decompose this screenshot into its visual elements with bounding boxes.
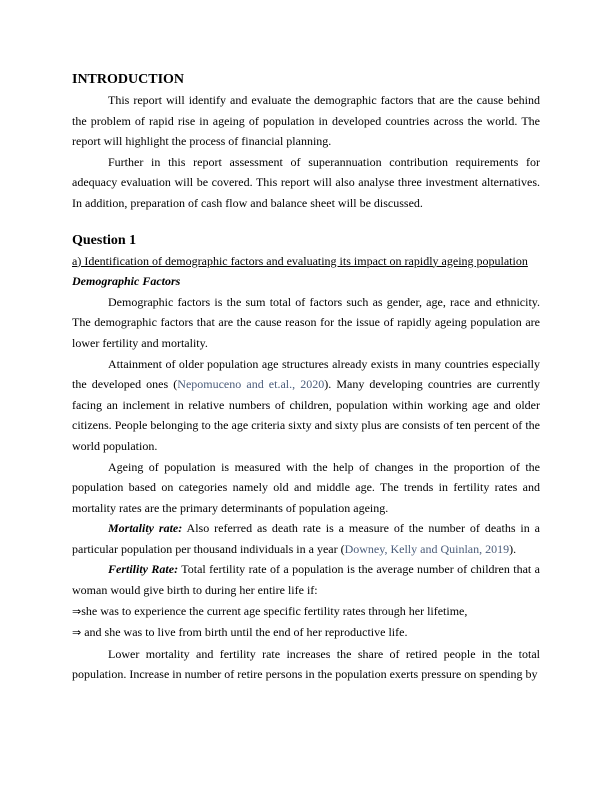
- mortality-text-after: ).: [509, 541, 517, 556]
- introduction-heading: INTRODUCTION: [72, 72, 185, 87]
- mortality-label: Mortality rate:: [108, 521, 183, 536]
- question-1-subheading: [72, 251, 540, 272]
- question-1-heading: Question 1: [72, 232, 137, 248]
- citation-nepomuceno: Nepomuceno and et.al., 2020: [177, 377, 325, 392]
- final-paragraph: Lower mortality and fertility rate increases the share of retired people in the total population. Increase in number of retire persons in the population exerts pressure on spending by: [72, 646, 540, 682]
- implies-arrow-icon: ⇒: [72, 604, 82, 618]
- demographic-paragraph-2: [72, 354, 540, 457]
- bullet-item-1: [72, 601, 540, 623]
- demographic-paragraph-3: Ageing of population is measured with the help of changes in the proportion of the population based on categories namely old and middle age. The trends in fertility rates and mortality rates are the primary determinants of population ageing.: [72, 459, 540, 515]
- section-title: Demographic Factors: [72, 274, 181, 289]
- bullet-item-2-text: and she was to live from birth until the end of her reproductive life.: [81, 625, 408, 640]
- bullet-item-2: [72, 622, 540, 644]
- question-1-subheading-text: a) Identification of demographic factors and evaluating its impact on rapidly ageing population: [72, 253, 528, 268]
- demographic-paragraph-1: Demographic factors is the sum total of factors such as gender, age, race and ethnicity. The demographic factors that are the cause reason for the issue of rapidly ageing population are lower fertility and mortality.: [72, 294, 540, 350]
- fertility-text: Total fertility rate of a population is the average number of children that a woman would give birth to during her entire life if:: [72, 562, 540, 598]
- mortality-text-before: Also referred as death rate is a measure of the number of deaths in a particular population per thousand individuals in a year (: [72, 521, 541, 556]
- document-page: [72, 70, 540, 685]
- bullet-item-1-text: she was to experience the current age specific fertility rates through her lifetime,: [81, 603, 468, 618]
- mortality-paragraph: [72, 518, 540, 559]
- citation-downey: Downey, Kelly and Quinlan, 2019: [344, 541, 510, 556]
- introduction-paragraph-1: This report will identify and evaluate the demographic factors that are the cause behind the problem of rapid rise in ageing of population in developed countries across the world. The report will highlight the process of financial planning.: [72, 93, 540, 149]
- para2-text-before: Attainment of older population age structures already exists in many countries especially the developed ones (: [72, 356, 540, 392]
- implies-arrow-icon: ⇒: [72, 626, 82, 640]
- fertility-paragraph: [72, 559, 540, 600]
- fertility-label: Fertility Rate:: [108, 562, 179, 577]
- introduction-paragraph-2: Further in this report assessment of superannuation contribution requirements for adequacy evaluation will be covered. This report will also analyse three investment alternatives. In addition, preparation of cash flow and balance sheet will be discussed.: [72, 154, 540, 210]
- para2-text-after: ). Many developing countries are currently facing an inclement in relative numbers of children, population within working age and older citizens. People belonging to the age criteria sixty and sixty plus are consists of ten percent of the world population.: [72, 377, 540, 453]
